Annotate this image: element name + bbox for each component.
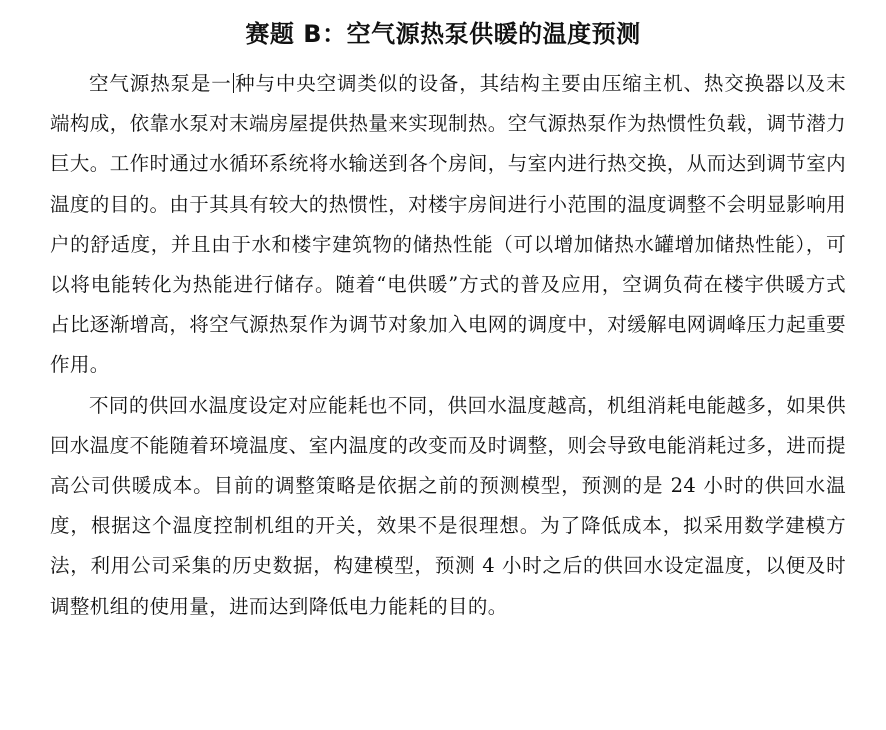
paragraph-1-text-start: 空气源热泵是一 — [89, 72, 232, 95]
paragraph-1 — [50, 64, 846, 386]
text-cursor — [233, 73, 234, 93]
paragraph-2: 不同的供回水温度设定对应能耗也不同，供回水温度越高，机组消耗电能越多，如果供回水温度不能随着环境温度、室内温度的改变而及时调整，则会导致电能消耗过多，进而提高公司供暖成本。目前的调整策略是依据之前的预测模型，预测的是 24 小时的供回水温度，根据这个温度控制机组的开关，效果不是很理想。为了降低成本，拟采用数学建模方法，利用公司采集的历史数据，构建模型，预测 4 小时之后的供回水设定温度，以便及时调整机组的使用量，进而达到降低电力能耗的目的。 — [50, 393, 847, 618]
document-body — [50, 64, 846, 627]
paragraph-1-text-rest: 种与中央空调类似的设备，其结构主要由压缩主机、热交换器以及末端构成，依靠水泵对末端房屋提供热量来实现制热。空气源热泵作为热惯性负载，调节潜力巨大。工作时通过水循环系统将水输送到各个房间，与室内进行热交换，从而达到调节室内温度的目的。由于其具有较大的热惯性，对楼宇房间进行小范围的温度调整不会明显影响用户的舒适度，并且由于水和楼宇建筑物的储热性能（可以增加储热水罐增加储热性能），可以将电能转化为热能进行储存。随着“电供暖”方式的普及应用，空调负荷在楼宇供暖方式占比逐渐增高，将空气源热泵作为调节对象加入电网的调度中，对缓解电网调峰压力起重要作用。 — [50, 72, 847, 377]
document-title: 赛题 B：空气源热泵供暖的温度预测 — [245, 20, 641, 48]
